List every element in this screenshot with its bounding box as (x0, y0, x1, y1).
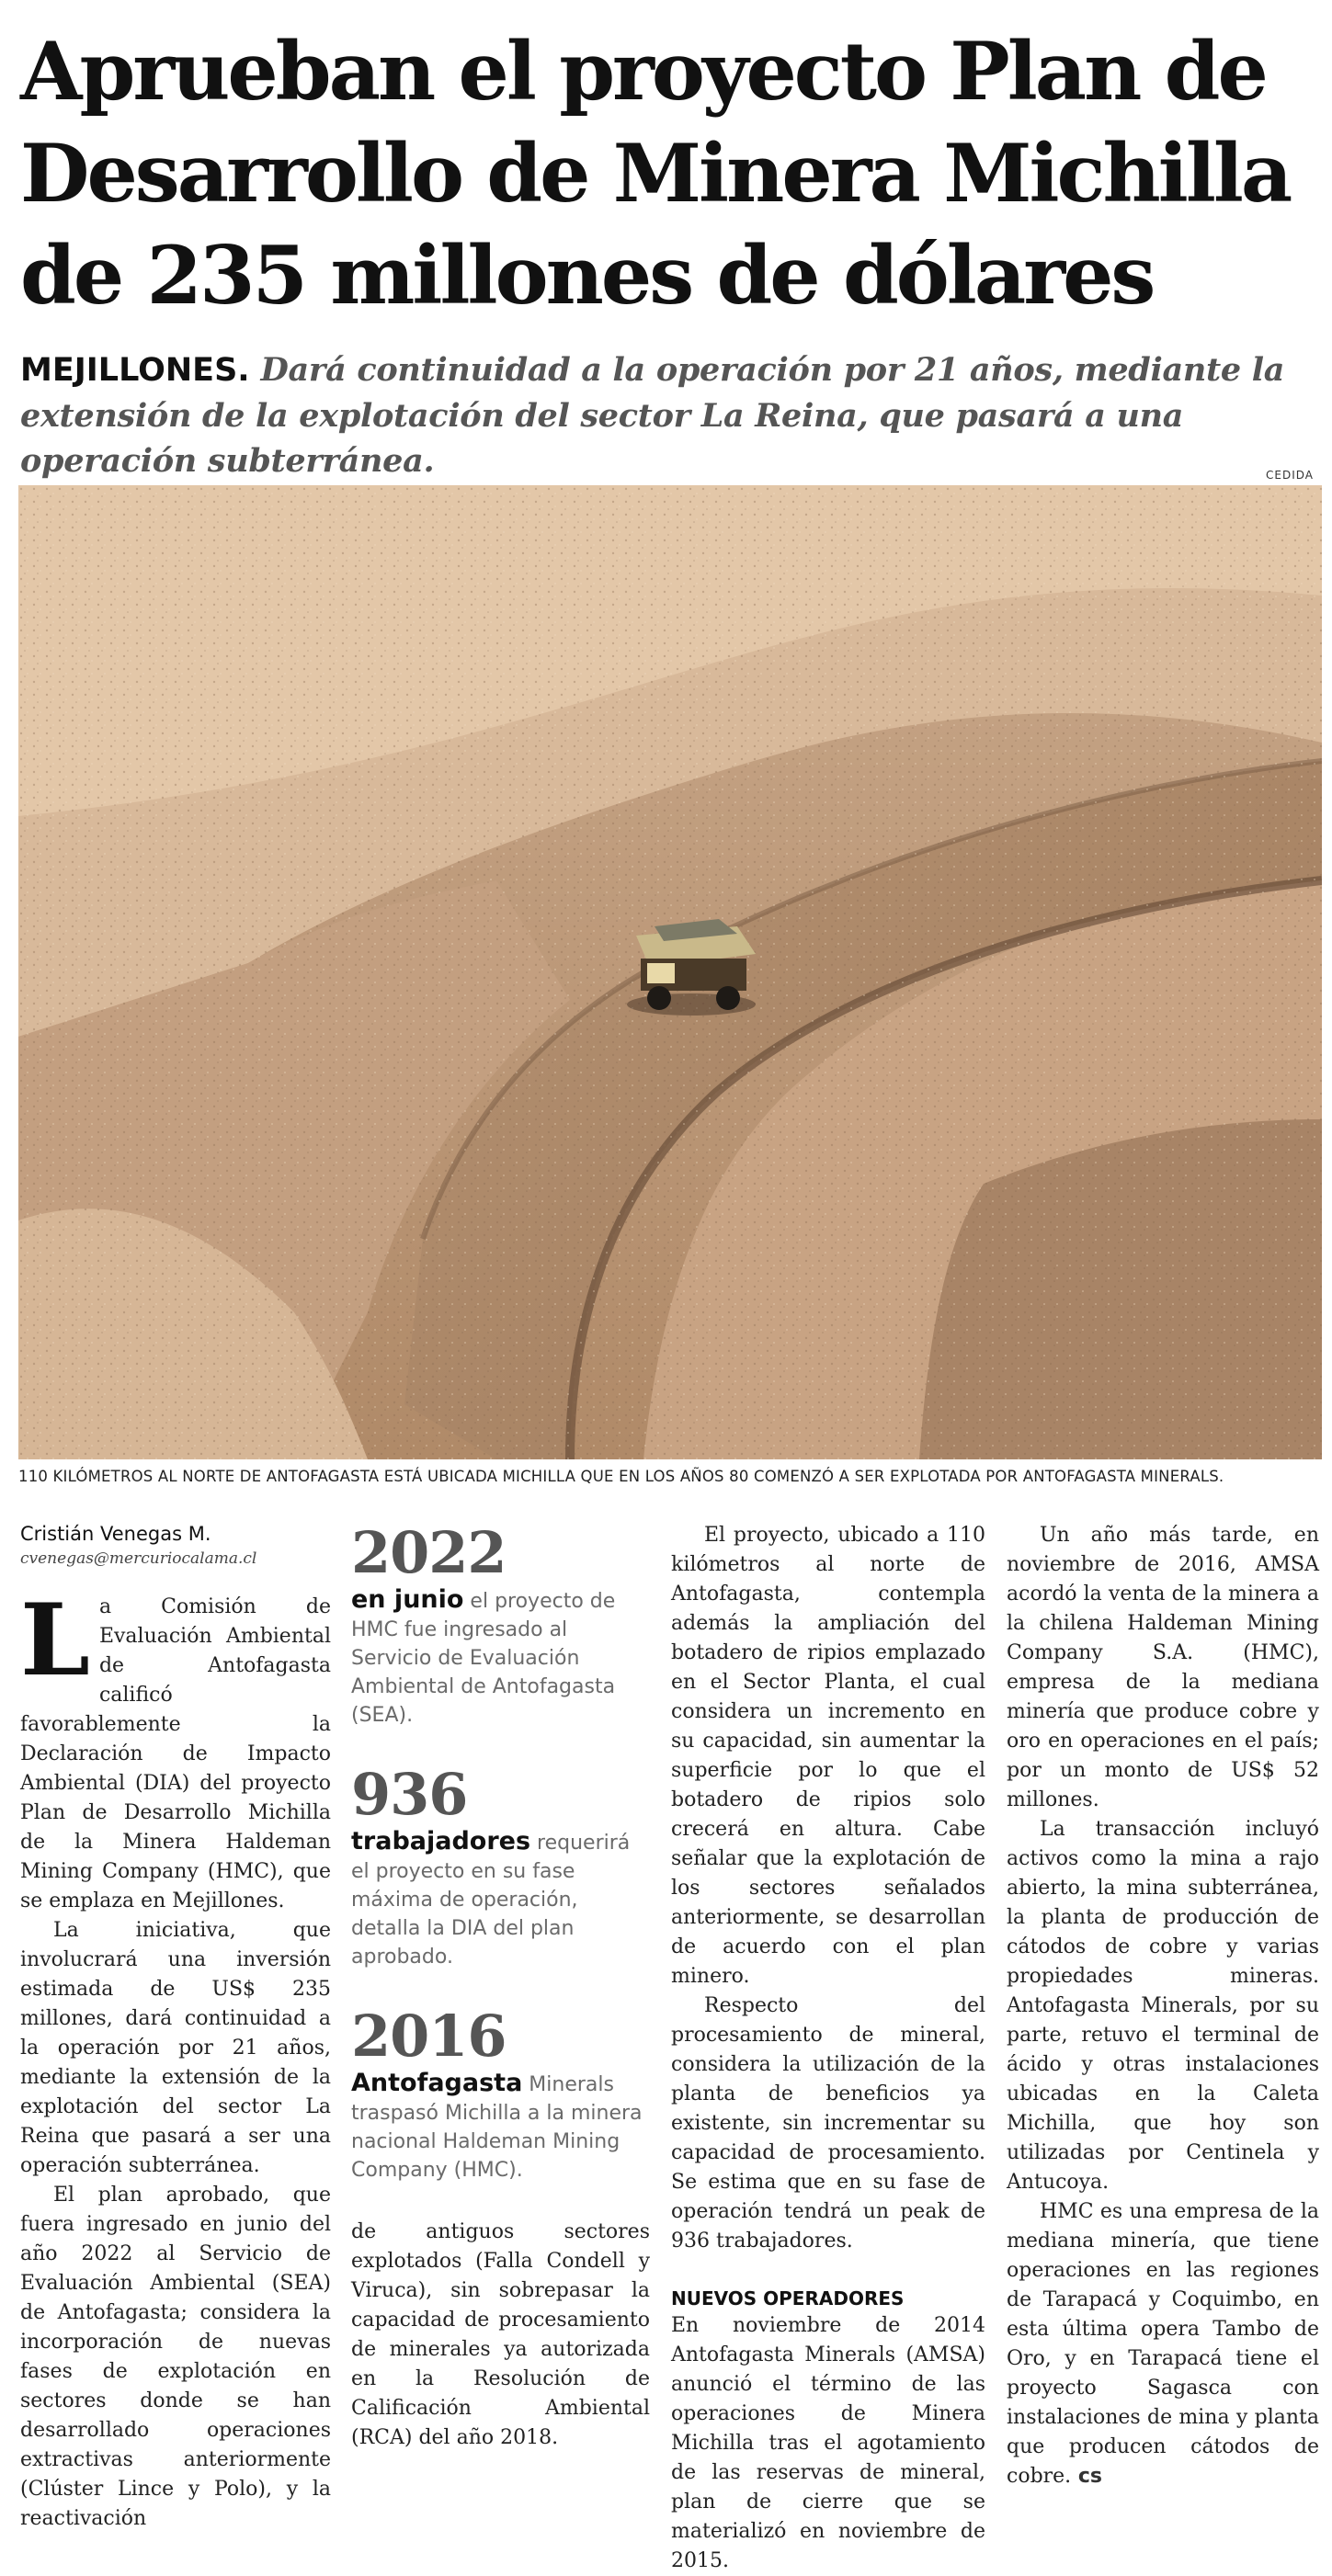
column-3 (671, 1521, 985, 2576)
stat-box (351, 2004, 650, 2184)
stat-number: 2016 (351, 2003, 507, 2070)
stat-box (351, 1521, 650, 1730)
deck-text: Dará continuidad a la operación por 21 años, mediante la extensión de la explotación del sector La Reina, que pasará a una operación subterránea. (20, 351, 1285, 480)
subhead: NUEVOS OPERADORES (671, 2287, 905, 2309)
stat-box (351, 1763, 650, 1971)
stat-text (351, 1827, 650, 1971)
paragraph (1007, 2197, 1319, 2491)
paragraph: El proyecto, ubicado a 110 kilómetros al norte de Antofagasta, contempla además la ampliación del botadero de ripios emplazado en el Sector Planta, el cual considera un incremento en su capacidad, sin aumentar la superficie por lo que el botadero de ripios solo crecerá en altura. Cabe señalar que la explotación de los sectores señalados anteriormente, se desarrollan de acuerdo con el plan minero. (671, 1524, 985, 1988)
deck (20, 347, 1312, 483)
stat-text (351, 2069, 650, 2184)
paragraph: de antiguos sectores explotados (Falla Condell y Viruca), sin sobrepasar la capacidad de procesamiento de minerales ya autorizada en la Resolución de Calificación Ambiental (RCA) del año 2018. (351, 2220, 650, 2449)
stat-lead: trabajadores (351, 1827, 531, 1855)
paragraph (20, 1583, 331, 1916)
photo-credit: CEDIDA (1266, 469, 1314, 482)
column-2 (351, 1521, 650, 2453)
dropcap: L (20, 1583, 90, 1698)
paragraph: Respecto del procesamiento de mineral, considera la utilización de la planta de beneficios ya existente, sin incrementar su capacidad de procesamiento. Se estima que en su fase de operación tendrá un peak de 936 trabajadores. (671, 1994, 985, 2253)
end-mark: cs (1071, 2465, 1102, 2488)
byline-author: Cristián Venegas M. (20, 1523, 211, 1545)
stat-number: 936 (351, 1761, 468, 1828)
paragraph: Un año más tarde, en noviembre de 2016, AMSA acordó la venta de la minera a la chilena Haldeman Mining Company S.A. (HMC), empresa de la mediana minería que produce cobre y oro en operaciones en el país; por un monto de US$ 52 millones. (1007, 1524, 1319, 1811)
mine-truck-illustration (18, 485, 1322, 1459)
byline-email[interactable]: cvenegas@mercuriocalama.cl (20, 1549, 257, 1568)
stat-body: Minerals traspasó Michilla a la minera nacional Haldeman Mining Company (HMC). (351, 2073, 643, 2182)
paragraph: La iniciativa, que involucrará una inversión estimada de US$ 235 millones, dará continuidad a la operación por 21 años, mediante la extensión de la explotación del sector La Reina que pasará a ser una operación subterránea. (20, 1919, 331, 2177)
stat-lead: en junio (351, 1585, 464, 1614)
paragraph-text: HMC es una empresa de la mediana minería, que tiene operaciones en las regiones de Tarapacá y Coquimbo, en esta última opera Tambo de Oro, y en Tarapacá tiene el proyecto Sagasca con instalaciones de mina y planta que producen cátodos de cobre. (1007, 2200, 1319, 2488)
stat-number: 2022 (351, 1519, 507, 1586)
photo-caption: 110 KILÓMETROS AL NORTE DE ANTOFAGASTA ESTÁ UBICADA MICHILLA QUE EN LOS AÑOS 80 COMENZÓ A SER EXPLOTADA POR ANTOFAGASTA MINERALS. (18, 1468, 1224, 1485)
headline: Aprueban el proyecto Plan de Desarrollo de Minera Michilla de 235 millones de dólares (20, 24, 1291, 323)
paragraph-text: a Comisión de Evaluación Ambiental de Antofagasta calificó favorablemente la Declaración de Impacto Ambiental (DIA) del proyecto Plan de Desarrollo Michilla de la Minera Haldeman Mining Company (HMC), que se emplaza en Mejillones. (20, 1595, 331, 1912)
stat-lead: Antofagasta (351, 2069, 523, 2097)
paragraph: La transacción incluyó activos como la mina a rajo abierto, la mina subterránea, la planta de producción de cátodos de cobre y varias propiedades mineras. Antofagasta Minerals, por su parte, retuvo el terminal de ácido y otras instalaciones ubicadas en la Caleta Michilla, que hoy son utilizadas por Centinela y Antucoya. (1007, 1818, 1319, 2194)
paragraph: El plan aprobado, que fuera ingresado en junio del año 2022 al Servicio de Evaluación Ambiental (SEA) de Antofagasta; considera la incorporación de nuevas fases de explotación en sectores donde se han desarrollado operaciones extractivas anteriormente (Clúster Lince y Polo), y la reactivación (20, 2184, 331, 2530)
column-1 (20, 1521, 331, 2534)
stat-text (351, 1585, 650, 1730)
paragraph: En noviembre de 2014 Antofagasta Minerals (AMSA) anunció el término de las operaciones de Minera Michilla tras el agotamiento de las reservas de mineral, plan de cierre que se materializó en noviembre de 2015. (671, 2314, 985, 2572)
deck-location: MEJILLONES. (20, 352, 250, 389)
column-4 (1007, 1521, 1319, 2491)
stat-body: el proyecto de HMC fue ingresado al Servicio de Evaluación Ambiental de Antofagasta (SEA). (351, 1590, 616, 1727)
mine-photo (18, 485, 1322, 1459)
stat-body: requerirá el proyecto en su fase máxima de operación, detalla la DIA del plan aprobado. (351, 1832, 631, 1969)
